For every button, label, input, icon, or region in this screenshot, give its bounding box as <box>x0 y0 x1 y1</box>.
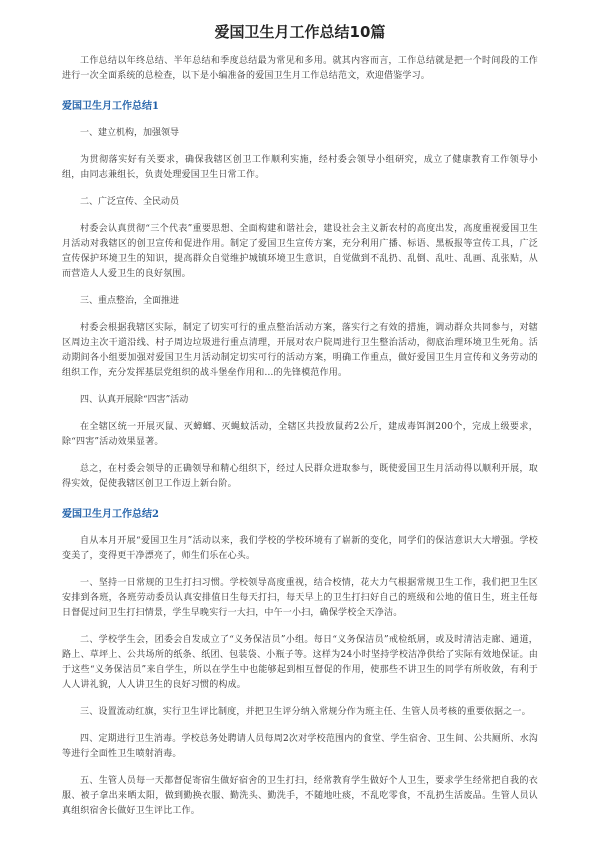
article1-paragraph-2: 村委会认真贯彻“三个代表”重要思想、全面构建和谐社会，建设社会主义新农村的高度出发，高度重视爱国卫生月活动对我辖区的创卫宣传和促进作用。制定了爱国卫生宣传方案，充分利用广播、标语、黑板报等宣传工具，广泛宣传保护环境卫生的知识，提高群众自觉维护城镇环境卫生意识，自觉做到不乱扔、乱倒、乱吐、乱画、乱张贴，从而营造人人爱卫生的良好氛围。 <box>62 224 538 279</box>
article2-paragraph-6: 五、生管人员每一天都督促寄宿生做好宿舍的卫生打扫，经常教育学生做好个人卫生，要求学生经常把自我的衣服、被子拿出来晒太阳，做到勤换衣服、勤洗头、勤洗手，不随地吐痰，不乱吃零食，不乱扔生活废品。生管人员认真组织宿舍长做好卫生评比工作。 <box>62 776 538 816</box>
article1-paragraph-1: 为贯彻落实好有关要求，确保我辖区创卫工作顺利实施，经村委会领导小组研究，成立了健康教育工作领导小组，由同志兼组长，负责处理爱国卫生日常工作。 <box>62 155 538 180</box>
article2-paragraph-2: 一、坚持一日常规的卫生打扫习惯。学校领导高度重视，结合校情，花大力气根据常规卫生工作，我们把卫生区安排到各班，各班劳动委员认真安排值日生每天打扫，每天早上的卫生打扫好自己的班级和公地的值日生，班主任每日督促过问卫生打扫情景，学生早晚实行一大扫，中午一小扫，确保学校全天净洁。 <box>62 578 538 618</box>
article2-heading: 爱国卫生月工作总结2 <box>62 509 159 520</box>
document-title: 爱国卫生月工作总结10篇 <box>214 23 386 41</box>
article1-subheading-4: 四、认真开展除“四害”活动 <box>80 395 189 405</box>
article1-paragraph-4: 在全辖区统一开展灭鼠、灭蟑螂、灭蝇蚊活动，全辖区共投放鼠药2公斤，建成毒饵洞200个，完成上级要求，除“四害”活动效果显著。 <box>62 422 538 447</box>
article1-paragraph-5: 总之，在村委会领导的正确领导和精心组织下，经过人民群众进取参与，既使爱国卫生月活动得以顺利开展，取得实效，促使我辖区创卫工作迈上新台阶。 <box>62 464 538 489</box>
article1-subheading-1: 一、建立机构，加强领导 <box>80 128 180 138</box>
article1-paragraph-3: 村委会根据我辖区实际，制定了切实可行的重点整治活动方案，落实行之有效的措施，调动群众共同参与，对辖区周边主次干道沿线、村子周边垃圾进行重点清理，开展对农户院周进行卫生整治活动，彻底治理环境卫生死角。活动期间各小组要加强对爱国卫生月活动制定切实可行的活动方案，明确工作重点，做好爱国卫生月宣传和义务劳动的组织工作，充分发挥基层党组织的战斗堡垒作用和…的先锋模范作用。 <box>62 323 538 378</box>
article2-paragraph-3: 二、学校学生会，团委会自发成立了“义务保洁员”小组。每日“义务保洁员”戒检纸屑，或及时清洁走廊、通道，路上、草坪上、公共场所的纸条、纸团、包装袋、小瓶子等。这样为24小时坚持学校洁净供给了实际有效地保证。由于这些“义务保洁员”来自学生，所以在学生中也能够起到相互督促的作用，使那些不讲卫生的同学有所收敛，有利于人人讲礼貌，人人讲卫生的良好习惯的构成。 <box>62 635 538 690</box>
article2-paragraph-4: 三、设置流动红旗，实行卫生评比制度，并把卫生评分纳入常规分作为班主任、生管人员考核的重要依据之一。 <box>80 707 531 717</box>
article1-heading: 爱国卫生月工作总结1 <box>62 101 159 112</box>
intro-paragraph: 工作总结以年终总结、半年总结和季度总结最为常见和多用。就其内容而言，工作总结就是把一个时间段的工作进行一次全面系统的总检查，以下是小编准备的爱国卫生月工作总结范文，欢迎借鉴学习。 <box>62 56 538 81</box>
article1-subheading-2: 二、广泛宣传、全民动员 <box>80 197 180 207</box>
article2-paragraph-5: 四、定期进行卫生消毒。学校总务处聘请人员每周2次对学校范围内的食堂、学生宿舍、卫生间、公共厕所、水沟等进行全面性卫生喷射消毒。 <box>62 734 538 759</box>
article2-paragraph-1: 自从本月开展“爱国卫生月”活动以来，我们学校的学校环境有了崭新的变化，同学们的保洁意识大大增强。学校变美了，变得更干净漂亮了，师生们乐在心头。 <box>62 536 538 561</box>
article1-subheading-3: 三、重点整治，全面推进 <box>80 296 180 306</box>
